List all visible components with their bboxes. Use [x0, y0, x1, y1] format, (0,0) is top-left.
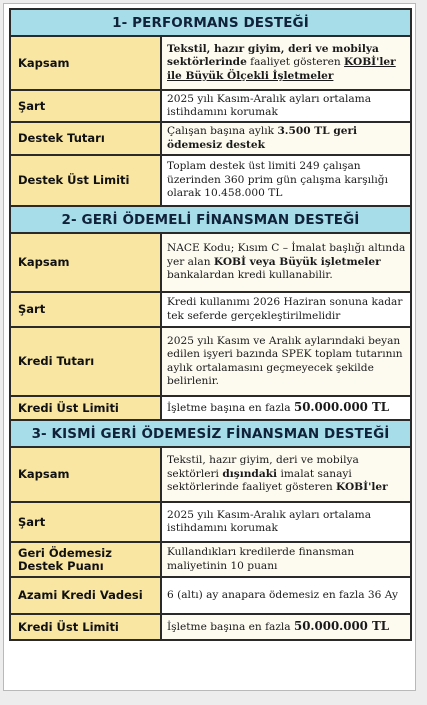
row-label: Destek Tutarı	[11, 123, 162, 154]
row-label: Azami Kredi Vadesi	[11, 578, 162, 613]
row-value: Tekstil, hazır giyim, deri ve mobilya sektörleri dışındaki imalat sanayi sektörlerinde faaliyet gösteren KOBİ'ler	[162, 448, 410, 501]
row-label: Şart	[11, 91, 162, 121]
section-3-title: 3- KISMİ GERİ ÖDEMESİZ FİNANSMAN DESTEĞİ	[11, 421, 410, 448]
table-row	[11, 293, 410, 328]
row-label: Destek Üst Limiti	[11, 156, 162, 205]
table-row	[11, 234, 410, 293]
table-row	[11, 91, 410, 123]
table-row	[11, 37, 410, 91]
section-2-title: 2- GERİ ÖDEMELİ FİNANSMAN DESTEĞİ	[11, 207, 410, 234]
table-row	[11, 503, 410, 543]
table-row	[11, 578, 410, 615]
row-value: Kredi kullanımı 2026 Haziran sonuna kadar tek seferde gerçekleştirilmelidir	[162, 293, 410, 326]
row-label: Kredi Tutarı	[11, 328, 162, 395]
row-label: Kapsam	[11, 448, 162, 501]
section-1-title: 1- PERFORMANS DESTEĞİ	[11, 10, 410, 37]
row-value: 2025 yılı Kasım-Aralık ayları ortalama istihdamını korumak	[162, 503, 410, 541]
row-label: Şart	[11, 503, 162, 541]
row-value: İşletme başına en fazla 50.000.000 TL	[162, 615, 410, 639]
table-row	[11, 615, 410, 639]
row-value: 2025 yılı Kasım ve Aralık aylarındaki beyan edilen işyeri bazında SPEK toplam tutarının aylık ortalamasını geçmeyecek şekilde belirlenir.	[162, 328, 410, 395]
row-label: Şart	[11, 293, 162, 326]
table-row	[11, 123, 410, 156]
row-value: 6 (altı) ay anapara ödemesiz en fazla 36 Ay	[162, 578, 410, 613]
row-value: İşletme başına en fazla 50.000.000 TL	[162, 397, 410, 419]
table-row	[11, 448, 410, 503]
table-row	[11, 328, 410, 397]
table-row	[11, 397, 410, 421]
row-label: Kapsam	[11, 234, 162, 291]
row-value: Çalışan başına aylık 3.500 TL geri ödemesiz destek	[162, 123, 410, 154]
article-clipping	[3, 3, 416, 691]
table-row	[11, 543, 410, 578]
support-table	[9, 8, 412, 641]
row-label: Kredi Üst Limiti	[11, 615, 162, 639]
row-value: Tekstil, hazır giyim, deri ve mobilya sektörlerinde faaliyet gösteren KOBİ'ler ile Büyük Ölçekli İşletmeler	[162, 37, 410, 89]
row-value: Toplam destek üst limiti 249 çalışan üzerinden 360 prim gün çalışma karşılığı olarak 10.458.000 TL	[162, 156, 410, 205]
table-row	[11, 156, 410, 207]
row-label: Geri Ödemesiz Destek Puanı	[11, 543, 162, 576]
row-value: 2025 yılı Kasım-Aralık ayları ortalama istihdamını korumak	[162, 91, 410, 121]
row-value: NACE Kodu; Kısım C – İmalat başlığı altında yer alan KOBİ veya Büyük işletmeler bankalardan kredi kullanabilir.	[162, 234, 410, 291]
row-label: Kapsam	[11, 37, 162, 89]
row-value: Kullandıkları kredilerde finansman maliyetinin 10 puanı	[162, 543, 410, 576]
row-label: Kredi Üst Limiti	[11, 397, 162, 419]
